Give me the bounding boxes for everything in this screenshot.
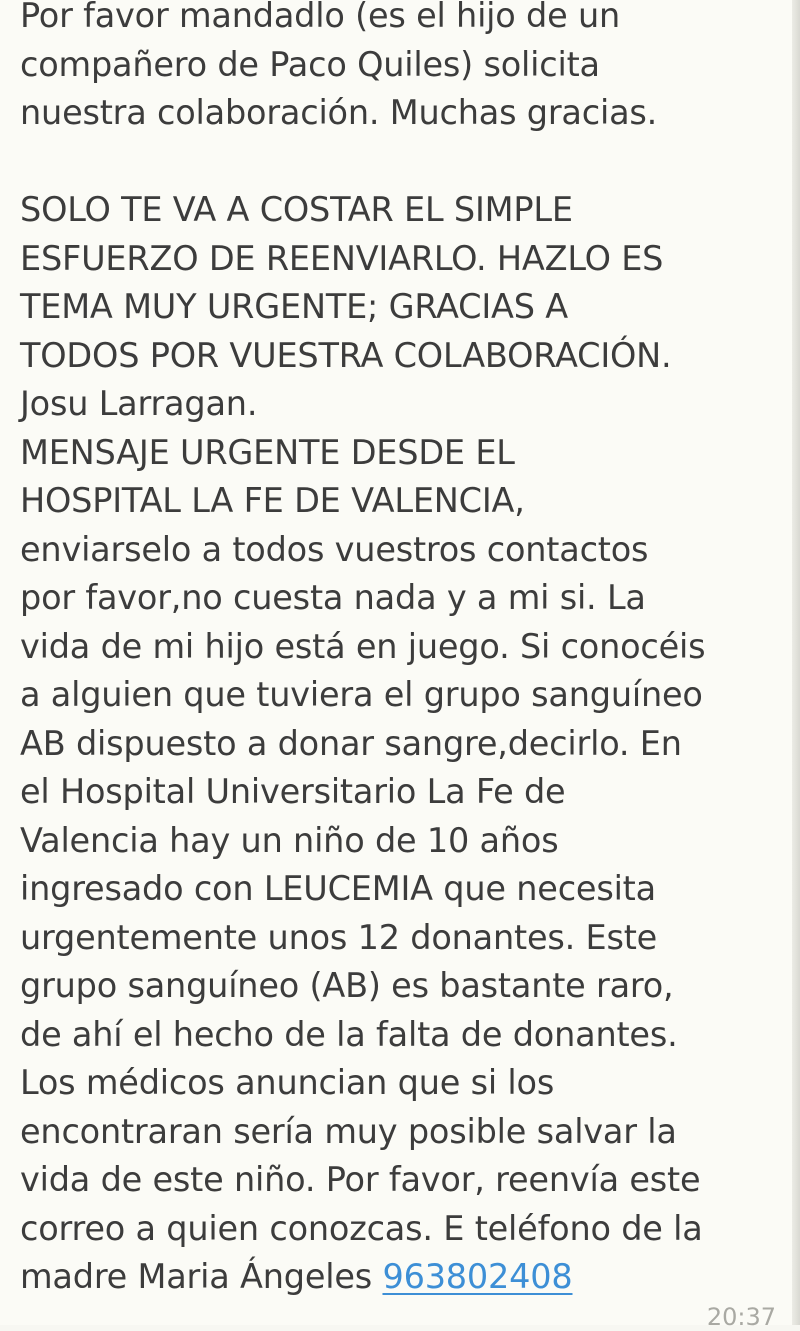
- message-line: HOSPITAL LA FE DE VALENCIA,: [20, 481, 525, 520]
- message-line: Por favor mandadlo (es el hijo de un: [20, 0, 621, 35]
- message-line: ESFUERZO DE REENVIARLO. HAZLO ES: [20, 238, 664, 278]
- message-line: Los médicos anuncian que si los: [20, 1063, 555, 1102]
- paragraph-spacer: [20, 138, 790, 187]
- message-paragraph-2: [20, 186, 790, 1302]
- message-line: enviarselo a todos vuestros contactos: [20, 529, 649, 569]
- message-line: correo a quien conozcas. E teléfono de la: [20, 1208, 703, 1248]
- message-last-line: [20, 1253, 790, 1302]
- message-line: compañero de Paco Quiles) solicita: [20, 44, 600, 84]
- message-line: encontraran sería muy posible salvar la: [20, 1111, 677, 1151]
- message-line: grupo sanguíneo (AB) es bastante raro,: [20, 966, 674, 1005]
- message-line: de ahí el hecho de la falta de donantes.: [20, 1014, 678, 1054]
- message-line: TODOS POR VUESTRA COLABORACIÓN.: [20, 335, 672, 375]
- message-line: a alguien que tuviera el grupo sanguíneo: [20, 675, 703, 714]
- message-line: nuestra colaboración. Muchas gracias.: [20, 93, 658, 132]
- bubble-edge: [792, 0, 800, 1325]
- message-line: por favor,no cuesta nada y a mi si. La: [20, 578, 646, 617]
- last-line-text: madre Maria Ángeles: [20, 1257, 383, 1296]
- message-line: AB dispuesto a donar sangre,decirlo. En: [20, 723, 682, 763]
- message-line: ingresado con LEUCEMIA que necesita: [20, 869, 656, 908]
- phone-number-link[interactable]: 963802408: [382, 1257, 573, 1296]
- message-line: Josu Larragan.: [20, 384, 258, 423]
- message-timestamp: 20:37: [706, 1303, 776, 1331]
- message-line: MENSAJE URGENTE DESDE EL: [20, 432, 515, 472]
- message-line: vida de este niño. Por favor, reenvía este: [20, 1160, 701, 1199]
- message-line: el Hospital Universitario La Fe de: [20, 772, 566, 811]
- message-text: [20, 0, 790, 1302]
- message-line: Valencia hay un niño de 10 años: [20, 820, 559, 860]
- message-paragraph-1: [20, 0, 790, 138]
- message-line: SOLO TE VA A COSTAR EL SIMPLE: [20, 190, 573, 229]
- message-line: TEMA MUY URGENTE; GRACIAS A: [20, 287, 569, 326]
- message-line: vida de mi hijo está en juego. Si conocéis: [20, 626, 706, 666]
- message-line: urgentemente unos 12 donantes. Este: [20, 917, 658, 957]
